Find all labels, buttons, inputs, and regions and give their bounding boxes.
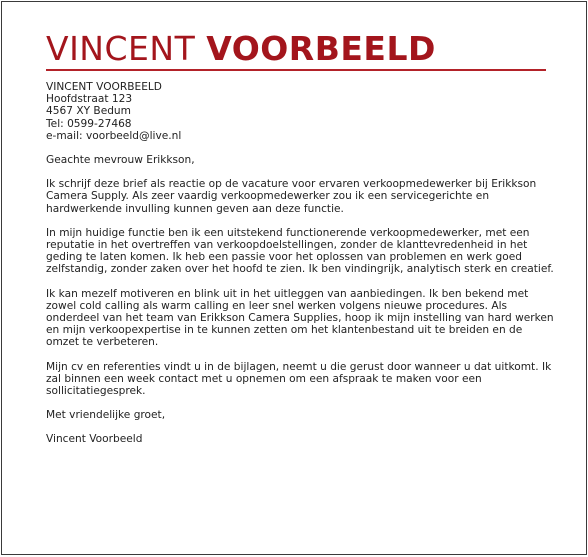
heading-first-name: VINCENT	[46, 29, 196, 68]
paragraph-2: In mijn huidige functie ben ik een uitstekend functionerende verkoopmedewerker, met een reputatie in het overtreffen van verkoopdoelstellingen, zonder de klanttevredenheid in het geding te laten komen. Ik heb een passie voor het oplossen van problemen en werk goed zelfstandig, zonder zaken over het hoofd te zien. Ik ben vindingrijk, analytisch sterk en creatief.	[46, 226, 554, 276]
closing: Met vriendelijke groet,	[46, 409, 166, 422]
sender-street: Hoofdstraat 123	[46, 93, 133, 106]
sender-address-block	[46, 81, 556, 142]
sender-city: 4567 XY Bedum	[46, 105, 131, 118]
sender-email: e-mail: voorbeeld@live.nl	[46, 129, 182, 142]
paragraph-4: Mijn cv en referenties vindt u in de bijlagen, neemt u die gerust door wanneer u dat uitkomt. Ik zal binnen een week contact met u opnemen om een afspraak te maken voor een sollicitatiegesprek.	[46, 360, 552, 398]
paragraph-1: Ik schrijf deze brief als reactie op de vacature voor ervaren verkoopmedewerker bij Erikkson Camera Supply. Als zeer vaardig verkoopmedewerker zou ik een servicegerichte en hardwerkende invulling kunnen geven aan deze functie.	[46, 178, 537, 215]
paragraph-3: Ik kan mezelf motiveren en blink uit in het uitleggen van aanbiedingen. Ik ben bekend met zowel cold calling als warm calling en leer snel werken volgens nieuwe procedures. Als onderdeel van het team van Erikkson Camera Supplies, hoop ik mijn instelling van hard werken en mijn verkoopexpertise in te kunnen zetten om het klantenbestand uit te breiden en de omzet te verbeteren.	[46, 287, 554, 349]
sender-phone: Tel: 0599-27468	[46, 117, 132, 130]
letter-page	[1, 1, 587, 555]
salutation: Geachte mevrouw Erikkson,	[46, 154, 195, 167]
signature-name: Vincent Voorbeeld	[46, 433, 143, 446]
letter-header	[46, 30, 546, 71]
sender-name-heading	[46, 30, 546, 68]
sender-name: VINCENT VOORBEELD	[46, 81, 162, 93]
heading-last-name: VOORBEELD	[206, 29, 436, 68]
letter-body	[46, 81, 556, 446]
header-divider	[46, 69, 546, 71]
